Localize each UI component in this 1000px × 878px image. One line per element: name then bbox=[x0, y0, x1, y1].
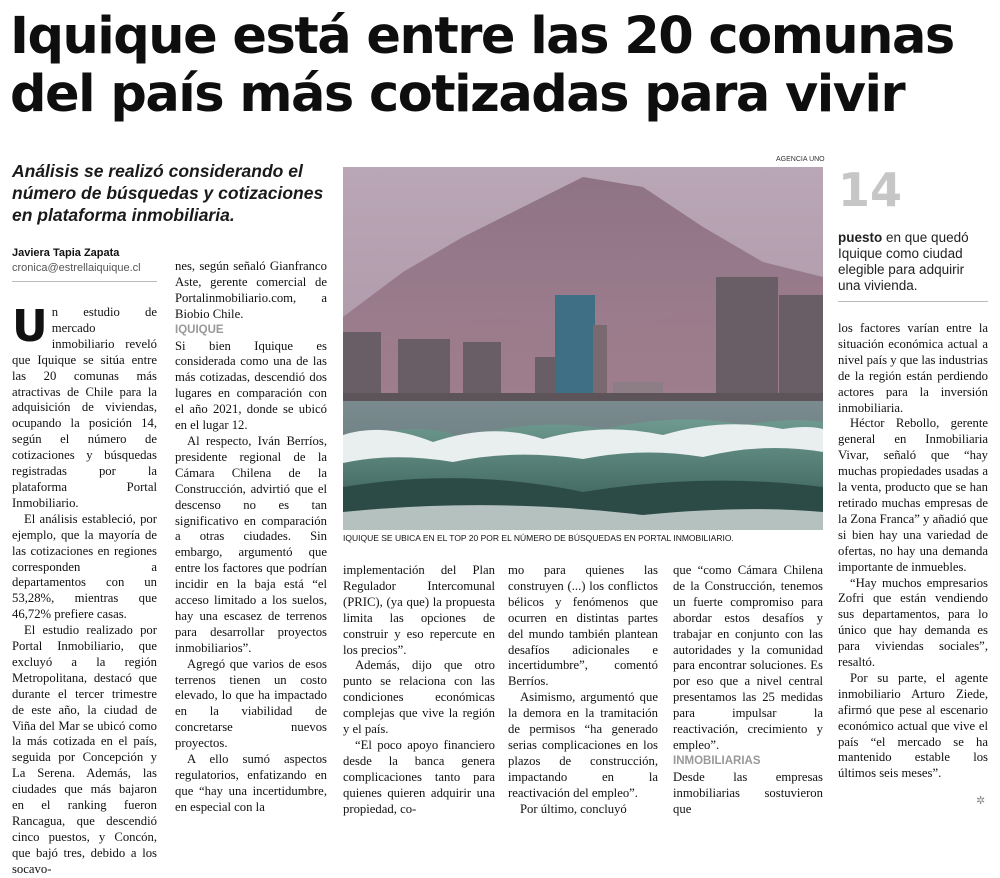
column-4 bbox=[508, 563, 658, 815]
column-3 bbox=[343, 563, 495, 815]
stat-number: 14 bbox=[838, 163, 903, 217]
paragraph: Agregó que varios de esos terrenos tienen un costo elevado, lo que ha impactado en la viabilidad de concretarse nuevos proyectos. bbox=[175, 656, 327, 751]
photo-caption: IQUIQUE SE UBICA EN EL TOP 20 POR EL NÚMERO DE BÚSQUEDAS EN PORTAL INMOBILIARIO. bbox=[343, 533, 734, 543]
paragraph: Desde las empresas inmobiliarias sostuvieron que bbox=[673, 769, 823, 816]
byline-email[interactable]: cronica@estrellaiquique.cl bbox=[12, 262, 141, 274]
paragraph: El estudio realizado por Portal Inmobiliario, que excluyó a la región Metropolitana, destacó que durante el tercer trimestre de este año, la ciudad de Viña del Mar se ubicó como la más cotizada en el país, seguida por Concepción y La Serena. Además, las ciudades que más bajaron en el ranking fueron Rancagua, que descendió cinco puestos, y Concón, que bajó tres, debido a los socavo- bbox=[12, 623, 157, 876]
paragraph: “Hay muchos empresarios Zofri que están vendiendo sus departamentos, para lo único que hay demanda es para viviendas sociales”, resaltó. bbox=[838, 575, 988, 670]
stat-divider bbox=[838, 301, 988, 302]
paragraph: nes, según señaló Gianfranco Aste, gerente comercial de Portalinmobiliario.com, a Biobio Chile. bbox=[175, 259, 327, 321]
column-2 bbox=[175, 259, 327, 815]
paragraph: Si bien Iquique es considerada como una de las más cotizadas, descendió dos lugares en comparación con el año 2021, donde se ubicó en el lugar 12. bbox=[175, 338, 327, 433]
photo-credit: AGENCIA UNO bbox=[776, 156, 825, 163]
paragraph: mo para quienes las construyen (...) los conflictos bélicos y fenómenos que ocurren en distintas partes del mundo también plantean desafíos adicionales e incertidumbre”, comentó Berríos. bbox=[508, 563, 658, 689]
headline: Iquique está entre las 20 comunas del país más cotizadas para vivir bbox=[10, 7, 954, 124]
deck: Análisis se realizó considerando el número de búsquedas y cotizaciones en plataforma inmobiliaria. bbox=[12, 161, 324, 225]
paragraph: Por último, concluyó bbox=[520, 801, 627, 816]
subhead-iquique: IQUIQUE bbox=[175, 323, 224, 336]
subhead-inmobiliarias: INMOBILIARIAS bbox=[673, 754, 761, 767]
dropcap: U bbox=[12, 301, 48, 352]
end-mark-icon: ✲ bbox=[976, 795, 986, 807]
stat-rest: en que quedó Iquique como ciudad elegible para adquirir una vivienda. bbox=[838, 230, 969, 293]
stat-bold: puesto bbox=[838, 230, 883, 245]
beach-photo bbox=[343, 167, 823, 530]
paragraph: Por su parte, el agente inmobiliario Arturo Ziede, afirmó que pese al escenario económico actual que vive el país “el mercado se ha mantenido estable los últimos seis meses”. bbox=[838, 670, 988, 781]
paragraph: Asimismo, argumentó que la demora en la tramitación de permisos “ha generado serias complicaciones en los plazos de construcción, impactando en la reactivación del empleo”. bbox=[508, 690, 658, 800]
paragraph: implementación del Plan Regulador Intercomunal (PRIC), (ya que) la propuesta limita las opciones de construir y eso repercute en los precios”. bbox=[343, 563, 495, 657]
paragraph: Además, dijo que otro punto se relaciona con las condiciones económicas complejas que vive la región y el país. bbox=[343, 658, 495, 737]
paragraph: El análisis estableció, por ejemplo, que la mayoría de las cotizaciones en regiones corresponden a departamentos con un 53,28%, mientras que 46,72% prefiere casas. bbox=[12, 511, 157, 622]
paragraph: los factores varían entre la situación económica actual a nivel país y que las industrias de la región están perdiendo actores para la inversión inmobiliaria. bbox=[838, 321, 988, 415]
paragraph: Al respecto, Iván Berríos, presidente regional de la Cámara Chilena de la Construcción, advirtió que el descenso no es tan significativo en comparación a otras ciudades. Sin embargo, argumentó que entre los factores que podrían incidir en la baja está “el acceso limitado a los suelos, hay una escasez de terrenos para desarrollar proyectos inmobiliarios”. bbox=[175, 433, 327, 655]
column-5 bbox=[673, 563, 823, 815]
byline-divider bbox=[12, 281, 157, 282]
paragraph: n estudio de mercado inmobiliario reveló que Iquique se sitúa entre las 20 comunas más atractivas de Chile para la adquisición de viviendas, ocupando la posición 14, según el número de cotizaciones y búsquedas registradas por la plataforma Portal Inmobiliario. bbox=[12, 305, 157, 510]
column-6 bbox=[838, 321, 988, 801]
byline-author: Javiera Tapia Zapata bbox=[12, 247, 120, 259]
paragraph: “El poco apoyo financiero desde la banca genera complicaciones tanto para quienes quieren adquirir una propiedad, co- bbox=[343, 737, 495, 816]
paragraph: Héctor Rebollo, gerente general en Inmobiliaria Vivar, señaló que “hay muchas propiedades usadas a la venta, producto que se han retirado muchas empresas de la Zona Franca” y añadió que si bien hay una variedad de ofertas, no hay una demanda importante de inmuebles. bbox=[838, 416, 988, 574]
column-1 bbox=[12, 301, 157, 876]
stat-text bbox=[838, 230, 988, 294]
paragraph: A ello sumó aspectos regulatorios, enfatizando en que “hay una incertidumbre, en especial con la bbox=[175, 752, 327, 814]
paragraph: que “como Cámara Chilena de la Construcción, tenemos un fuerte compromiso para abordar estos desafíos y trabajar en conjunto con las autoridades y la comunidad para encontrar soluciones. Es por eso que a nivel central presentamos las 25 medidas para impulsar la reactivación, crecimiento y empleo”. bbox=[673, 563, 823, 752]
